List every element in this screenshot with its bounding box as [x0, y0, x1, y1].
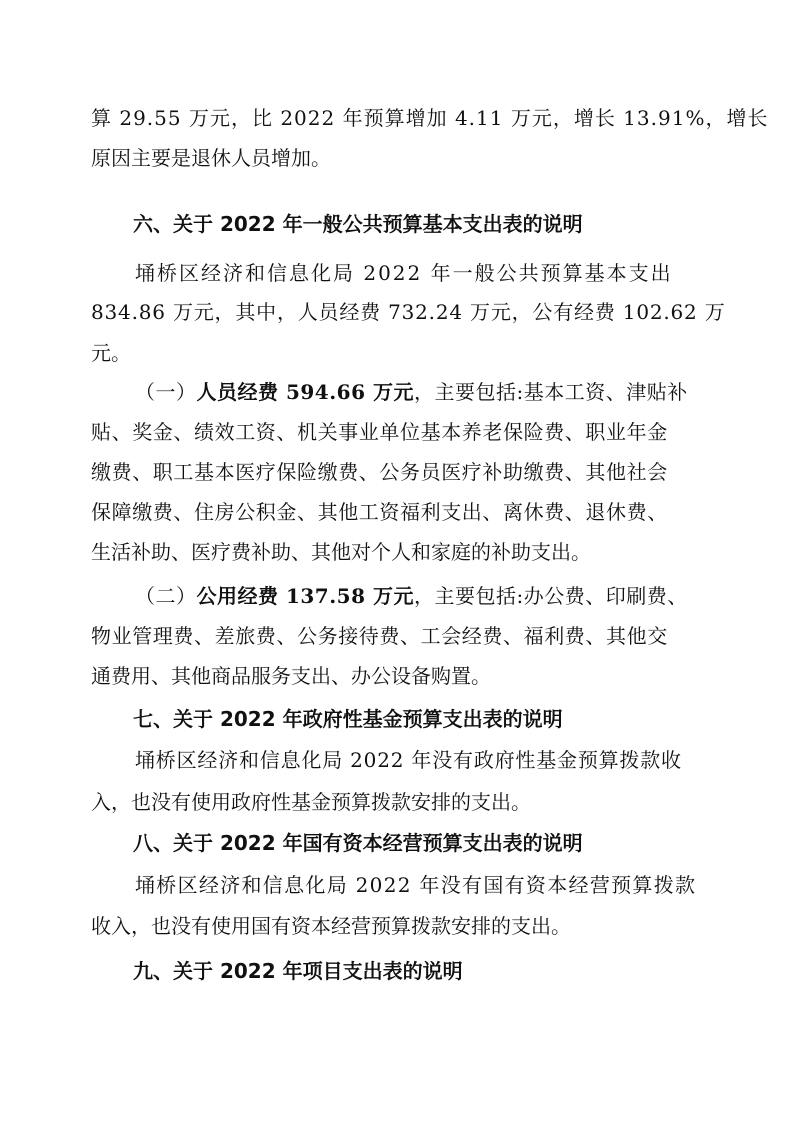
subsection-description: ，主要包括:办公费、印刷费、 [413, 584, 688, 608]
paragraph-line: 原因主要是退休人员增加。 [91, 146, 331, 170]
subsection-description: ，主要包括:基本工资、津贴补 [413, 380, 688, 404]
paragraph-line: 收入，也没有使用国有资本经营预算拨款安排的支出。 [91, 914, 571, 938]
paragraph-line: 保障缴费、住房公积金、其他工资福利支出、离休费、退休费、 [91, 500, 668, 524]
paragraph-line: 缴费、职工基本医疗保险缴费、公务员医疗补助缴费、其他社会 [91, 460, 668, 484]
subsection-line-personnel-expenses [135, 378, 688, 406]
section-heading-9: 九、关于 2022 年项目支出表的说明 [133, 959, 463, 983]
personnel-expenses-amount: 人员经费 594.66 万元 [196, 380, 414, 404]
paragraph-line: 物业管理费、差旅费、公务接待费、工会经费、福利费、其他交 [91, 624, 668, 648]
section-heading-7: 七、关于 2022 年政府性基金预算支出表的说明 [133, 707, 563, 731]
paragraph-line: 算 29.55 万元，比 2022 年预算增加 4.11 万元，增长 13.91%，增长 [91, 106, 769, 130]
paragraph-line: 埇桥区经济和信息化局 2022 年没有政府性基金预算拨款收 [135, 748, 682, 772]
paragraph-line: 元。 [91, 341, 131, 365]
subsection-line-public-expenses [135, 582, 688, 610]
paragraph-line: 埇桥区经济和信息化局 2022 年没有国有资本经营预算拨款 [135, 873, 697, 897]
section-heading-8: 八、关于 2022 年国有资本经营预算支出表的说明 [133, 831, 583, 855]
public-expenses-amount: 公用经费 137.58 万元 [196, 584, 414, 608]
paragraph-line: 生活补助、医疗费补助、其他对个人和家庭的补助支出。 [91, 540, 591, 564]
subsection-number: （二） [135, 584, 197, 608]
subsection-number: （一） [135, 380, 197, 404]
paragraph-line: 入，也没有使用政府性基金预算拨款安排的支出。 [91, 790, 531, 814]
paragraph-line: 834.86 万元，其中，人员经费 732.24 万元，公有经费 102.62 万 [91, 300, 726, 324]
paragraph-line: 通费用、其他商品服务支出、办公设备购置。 [91, 664, 491, 688]
section-heading-6: 六、关于 2022 年一般公共预算基本支出表的说明 [133, 212, 583, 236]
paragraph-line: 贴、奖金、绩效工资、机关事业单位基本养老保险费、职业年金 [91, 420, 668, 444]
paragraph-line: 埇桥区经济和信息化局 2022 年一般公共预算基本支出 [135, 261, 673, 285]
